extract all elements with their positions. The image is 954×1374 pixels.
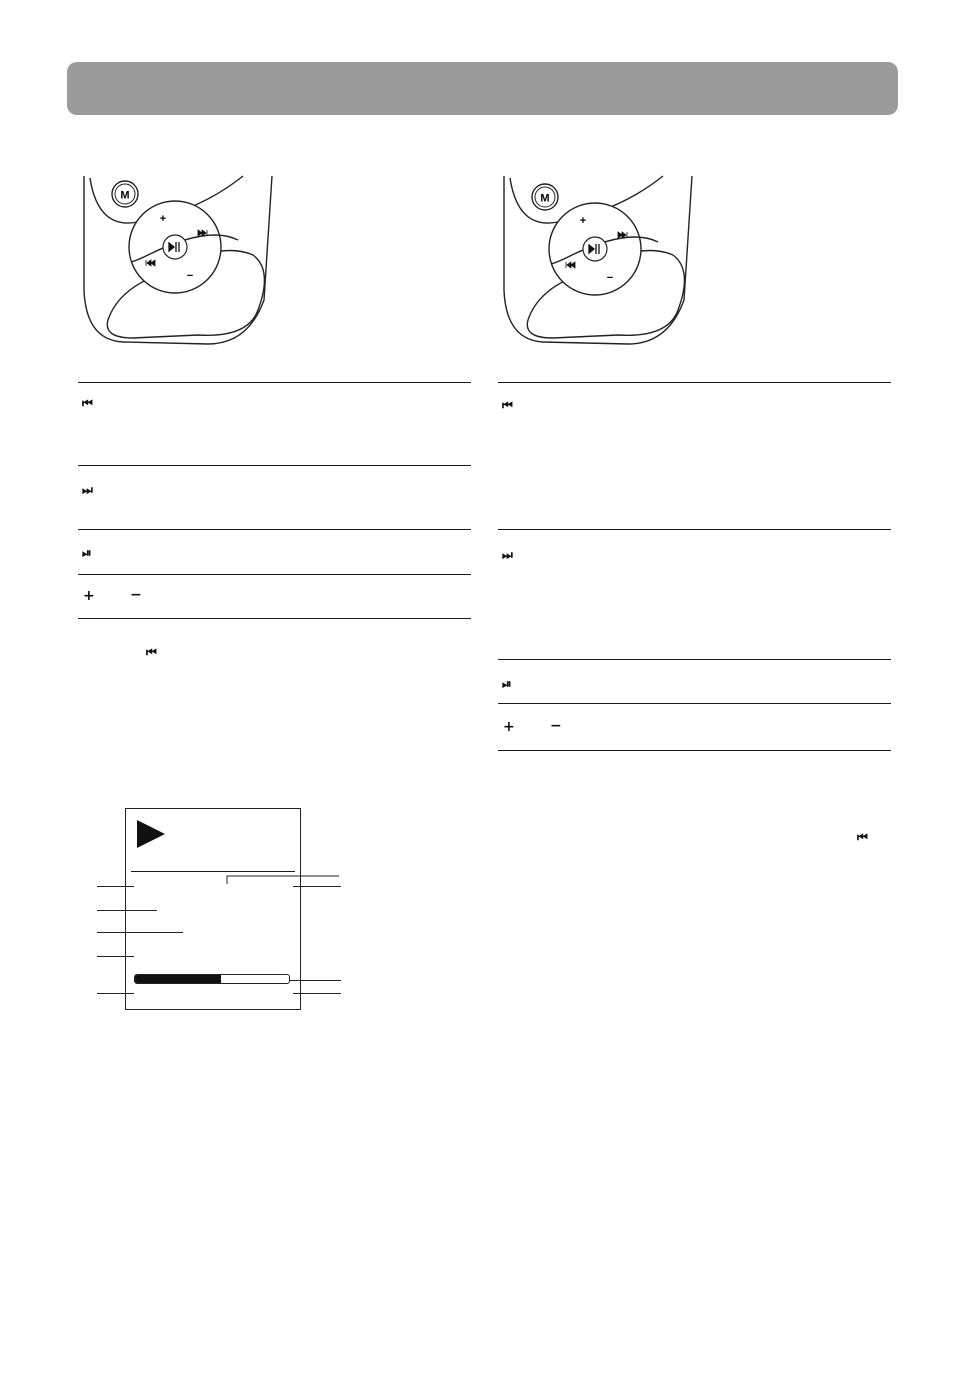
table-rule [78,382,471,383]
table-rule [498,529,891,530]
table-rule [498,703,891,704]
table-rule [498,382,891,383]
volume-down-icon: − [550,718,562,734]
progress-bar-fill [135,975,221,983]
prev-track-icon: ⏮ [82,396,93,410]
callout-leader [290,980,341,981]
volume-up-icon: + [503,719,515,735]
section-header-bar [67,62,898,115]
callout-leader [293,993,341,994]
callout-leader [97,993,134,994]
play-pause-icon: ⏯ [502,677,512,691]
minus-label-right: − [606,272,614,284]
table-rule [78,618,471,619]
table-rule [78,574,471,575]
volume-down-icon: − [130,587,142,603]
table-rule [78,529,471,530]
next-track-icon: ⏭ [502,548,513,562]
note-prev-icon-right: ⏮ [857,830,868,844]
callout-leader [97,886,134,887]
callout-leader [97,910,157,911]
callout-leader [293,886,341,887]
table-rule [498,750,891,751]
progress-bar [134,974,290,984]
plus-label-left: + [159,213,167,225]
plus-label-right: + [579,215,587,227]
mode-button-label-right: M [540,192,550,205]
table-rule [78,465,471,466]
minus-label-left: − [186,270,194,282]
title-underline [131,871,295,872]
note-prev-icon-left: ⏮ [146,645,157,659]
callout-bracket [226,874,342,886]
prev-track-icon: ⏮ [502,398,513,412]
play-icon [135,818,169,852]
callout-leader [97,932,183,933]
play-pause-icon: ⏯ [82,546,92,560]
next-track-icon: ⏭ [82,483,93,497]
callout-leader [97,956,134,957]
player-illustration-left [78,170,278,360]
volume-up-icon: + [83,588,95,604]
table-rule [498,659,891,660]
mode-button-label-left: M [120,189,130,202]
player-illustration-right [498,170,698,360]
